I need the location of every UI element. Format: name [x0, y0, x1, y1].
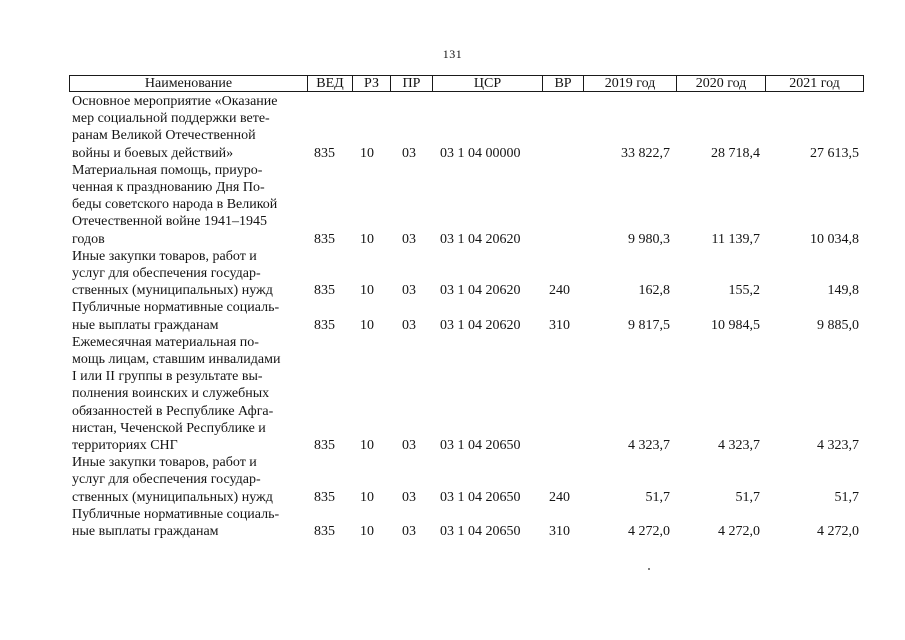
name-line: нистан, Чеченской Республике и — [72, 420, 266, 436]
table-row — [0, 299, 905, 333]
name-line: Основное мероприятие «Оказание — [72, 94, 278, 109]
csr-cell: 03 1 04 20650 — [440, 437, 521, 453]
rz-cell: 10 — [360, 489, 374, 505]
value-2021: 10 034,8 — [810, 231, 859, 247]
rz-cell: 10 — [360, 317, 374, 333]
ved-cell: 835 — [314, 145, 335, 161]
pr-cell: 03 — [402, 489, 416, 505]
csr-cell: 03 1 04 20650 — [440, 489, 521, 505]
name-line: ные выплаты гражданам — [72, 317, 219, 333]
value-2019: 9 980,3 — [628, 231, 670, 247]
csr-cell: 03 1 04 20620 — [440, 317, 521, 333]
vr-cell: 310 — [549, 523, 570, 539]
ved-cell: 835 — [314, 489, 335, 505]
header-2020: 2020 год — [676, 76, 765, 91]
header-name: Наименование — [144, 76, 233, 91]
value-2019: 51,7 — [645, 489, 670, 505]
name-line: ственных (муниципальных) нужд — [72, 489, 273, 505]
value-2021: 149,8 — [827, 283, 859, 299]
rz-cell: 10 — [360, 145, 374, 161]
csr-cell: 03 1 04 20650 — [440, 523, 521, 539]
name-line: годов — [72, 231, 105, 247]
table-row — [0, 93, 905, 162]
value-2020: 28 718,4 — [711, 145, 760, 161]
table-row — [0, 506, 905, 540]
row-name — [72, 248, 304, 300]
rz-cell: 10 — [360, 231, 374, 247]
name-line: беды советского народа в Великой — [72, 197, 278, 213]
vr-cell: 310 — [549, 317, 570, 333]
ved-cell: 835 — [314, 317, 335, 333]
name-line: войны и боевых действий» — [72, 145, 234, 161]
header-2019: 2019 год — [583, 76, 676, 91]
value-2019: 4 272,0 — [628, 523, 670, 539]
name-line: территориях СНГ — [72, 438, 178, 453]
name-line: мощь лицам, ставшим инвалидами — [72, 351, 281, 367]
row-name — [72, 162, 304, 248]
name-line: ственных (муниципальных) нужд — [72, 283, 273, 299]
ved-cell: 835 — [314, 283, 335, 299]
vr-cell: 240 — [549, 489, 570, 505]
value-2019: 9 817,5 — [628, 317, 670, 333]
table-row — [0, 334, 905, 454]
csr-cell: 03 1 04 20620 — [440, 231, 521, 247]
pr-cell: 03 — [402, 317, 416, 333]
header-vr: ВР — [542, 76, 583, 91]
value-2019: 162,8 — [638, 283, 670, 299]
value-2021: 27 613,5 — [810, 145, 859, 161]
header-2021: 2021 год — [765, 76, 863, 91]
value-2021: 51,7 — [834, 489, 859, 505]
row-name — [72, 299, 304, 333]
name-line: Публичные нормативные социаль- — [72, 506, 280, 522]
name-line: Иные закупки товаров, работ и — [72, 455, 257, 471]
pr-cell: 03 — [402, 437, 416, 453]
value-2020: 10 984,5 — [711, 317, 760, 333]
value-2020: 155,2 — [728, 283, 760, 299]
header-ved: ВЕД — [307, 76, 352, 91]
name-line: Ежемесячная материальная по- — [72, 334, 259, 350]
ved-cell: 835 — [314, 231, 335, 247]
name-line: Иные закупки товаров, работ и — [72, 248, 257, 264]
name-line: услуг для обеспечения государ- — [72, 472, 261, 488]
ved-cell: 835 — [314, 523, 335, 539]
value-2020: 51,7 — [735, 489, 760, 505]
header-csr: ЦСР — [432, 76, 542, 91]
row-name — [72, 506, 304, 540]
table-row — [0, 248, 905, 300]
value-2019: 33 822,7 — [621, 145, 670, 161]
value-2020: 11 139,7 — [711, 231, 760, 247]
value-2019: 4 323,7 — [628, 437, 670, 453]
row-name — [72, 334, 304, 454]
name-line: Отечественной войне 1941–1945 — [72, 214, 267, 230]
table-row — [0, 162, 905, 248]
table-header — [69, 75, 864, 92]
value-2021: 4 272,0 — [817, 523, 859, 539]
value-2020: 4 272,0 — [718, 523, 760, 539]
value-2021: 4 323,7 — [817, 437, 859, 453]
ved-cell: 835 — [314, 437, 335, 453]
rz-cell: 10 — [360, 523, 374, 539]
name-line: обязанностей в Республике Афга- — [72, 403, 274, 419]
table-body — [0, 93, 905, 540]
value-2021: 9 885,0 — [817, 317, 859, 333]
header-pr: ПР — [390, 76, 432, 91]
name-line: I или II группы в результате вы- — [72, 369, 263, 385]
vr-cell: 240 — [549, 283, 570, 299]
scan-speck — [648, 568, 650, 570]
header-rz: РЗ — [352, 76, 390, 91]
table-row — [0, 454, 905, 506]
pr-cell: 03 — [402, 145, 416, 161]
name-line: ченная к празднованию Дня По- — [72, 180, 265, 195]
name-line: мер социальной поддержки вете- — [72, 111, 270, 127]
name-line: Публичные нормативные социаль- — [72, 300, 280, 316]
name-line: полнения воинских и служебных — [72, 386, 270, 402]
csr-cell: 03 1 04 20620 — [440, 283, 521, 299]
pr-cell: 03 — [402, 523, 416, 539]
csr-cell: 03 1 04 00000 — [440, 145, 521, 161]
pr-cell: 03 — [402, 283, 416, 299]
name-line: ранам Великой Отечественной — [72, 128, 256, 144]
row-name — [72, 93, 304, 162]
value-2020: 4 323,7 — [718, 437, 760, 453]
page-number: 131 — [442, 47, 463, 61]
pr-cell: 03 — [402, 231, 416, 247]
row-name — [72, 454, 304, 506]
name-line: ные выплаты гражданам — [72, 523, 219, 539]
name-line: Материальная помощь, приуро- — [72, 162, 263, 178]
name-line: услуг для обеспечения государ- — [72, 266, 261, 281]
rz-cell: 10 — [360, 437, 374, 453]
rz-cell: 10 — [360, 283, 374, 299]
